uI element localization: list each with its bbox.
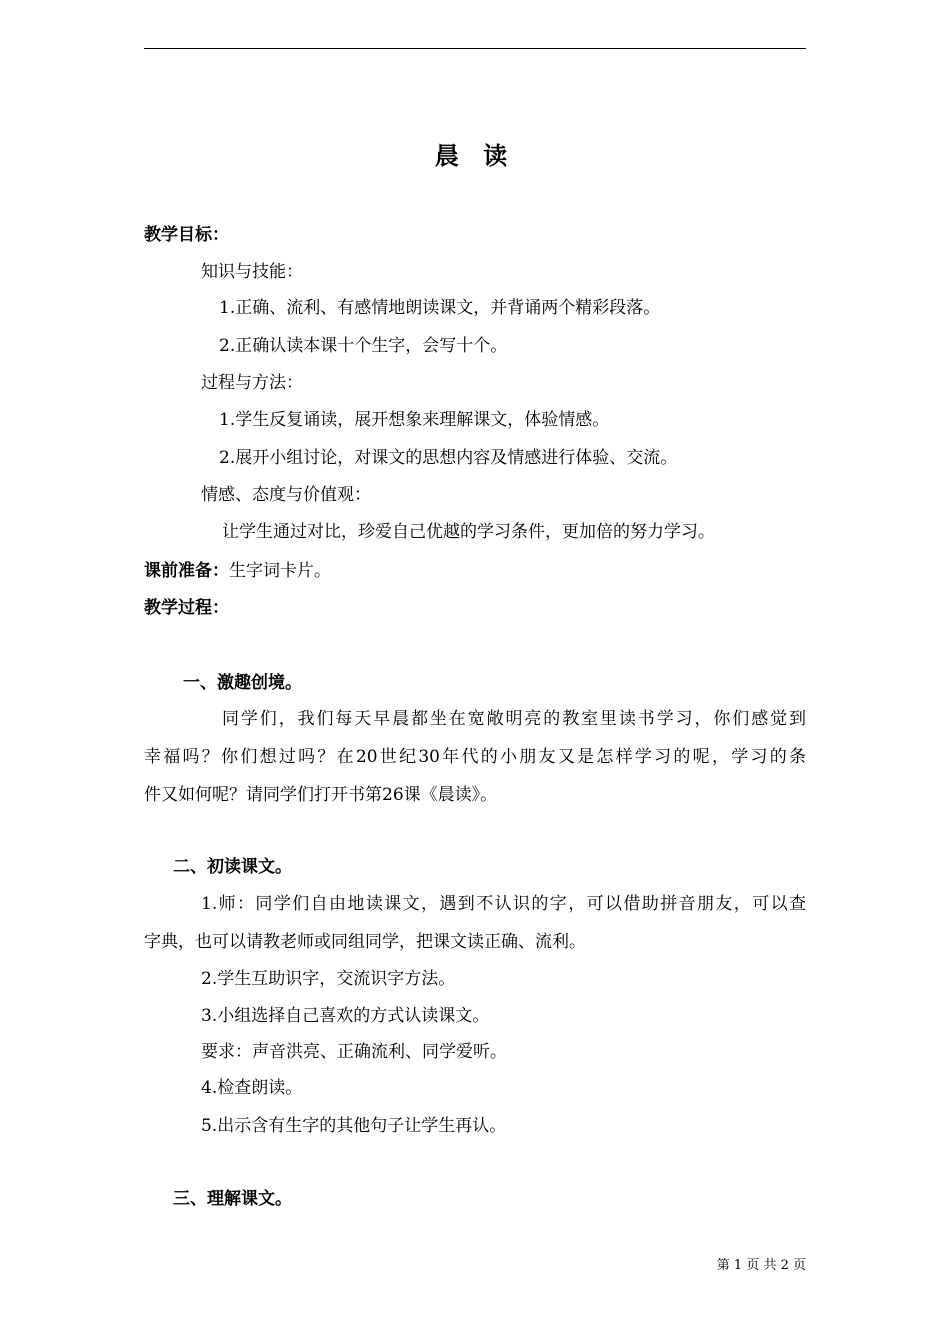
preparation-heading: 课前准备： <box>144 561 229 581</box>
process-item-1: 1.学生反复诵读，展开想象来理解课文，体验情感。 <box>219 410 610 430</box>
preparation-line <box>144 560 331 582</box>
section2-item-4: 4.检查朗读。 <box>201 1078 303 1098</box>
emotion-text: 让学生通过对比，珍爱自己优越的学习条件，更加倍的努力学习。 <box>222 522 715 542</box>
section1-heading: 一、激趣创境。 <box>183 673 302 693</box>
section2-item1-line-2: 字典，也可以请教老师或同组同学，把课文读正确、流利。 <box>144 932 586 952</box>
knowledge-item-1: 1.正确、流利、有感情地朗读课文，并背诵两个精彩段落。 <box>219 298 661 318</box>
section1-line-2: 幸福吗？你们想过吗？在20世纪30年代的小朋友又是怎样学习的呢，学习的条 <box>144 747 806 767</box>
section2-item-5: 5.出示含有生字的其他句子让学生再认。 <box>201 1116 507 1136</box>
page-footer: 第 1 页 共 2 页 <box>716 1258 806 1273</box>
section1-line-1: 同学们，我们每天早晨都坐在宽敞明亮的教室里读书学习，你们感觉到 <box>222 709 806 729</box>
process-item-2: 2.展开小组讨论，对课文的思想内容及情感进行体验、交流。 <box>219 448 678 468</box>
section2-item-2: 2.学生互助识字，交流识字方法。 <box>201 969 456 989</box>
section2-heading: 二、初读课文。 <box>173 857 292 877</box>
objectives-heading: 教学目标： <box>144 225 229 245</box>
document-title: 晨 读 <box>434 141 516 170</box>
knowledge-item-2: 2.正确认读本课十个生字，会写十个。 <box>219 336 508 356</box>
preparation-text: 生字词卡片。 <box>229 561 331 581</box>
section2-requirement: 要求：声音洪亮、正确流利、同学爱听。 <box>201 1042 507 1062</box>
section2-item-3: 3.小组选择自己喜欢的方式认读课文。 <box>201 1006 490 1026</box>
emotion-label: 情感、态度与价值观： <box>201 485 371 505</box>
section3-heading: 三、理解课文。 <box>173 1189 292 1209</box>
process-label: 过程与方法： <box>201 373 303 393</box>
knowledge-label: 知识与技能： <box>201 262 303 282</box>
process-heading: 教学过程： <box>144 598 229 618</box>
section2-item1-line-1: 1.师：同学们自由地读课文，遇到不认识的字，可以借助拼音朋友，可以查 <box>201 894 806 914</box>
section1-line-3: 件又如何呢？请同学们打开书第26课《晨读》。 <box>144 785 498 805</box>
header-rule <box>144 48 806 49</box>
